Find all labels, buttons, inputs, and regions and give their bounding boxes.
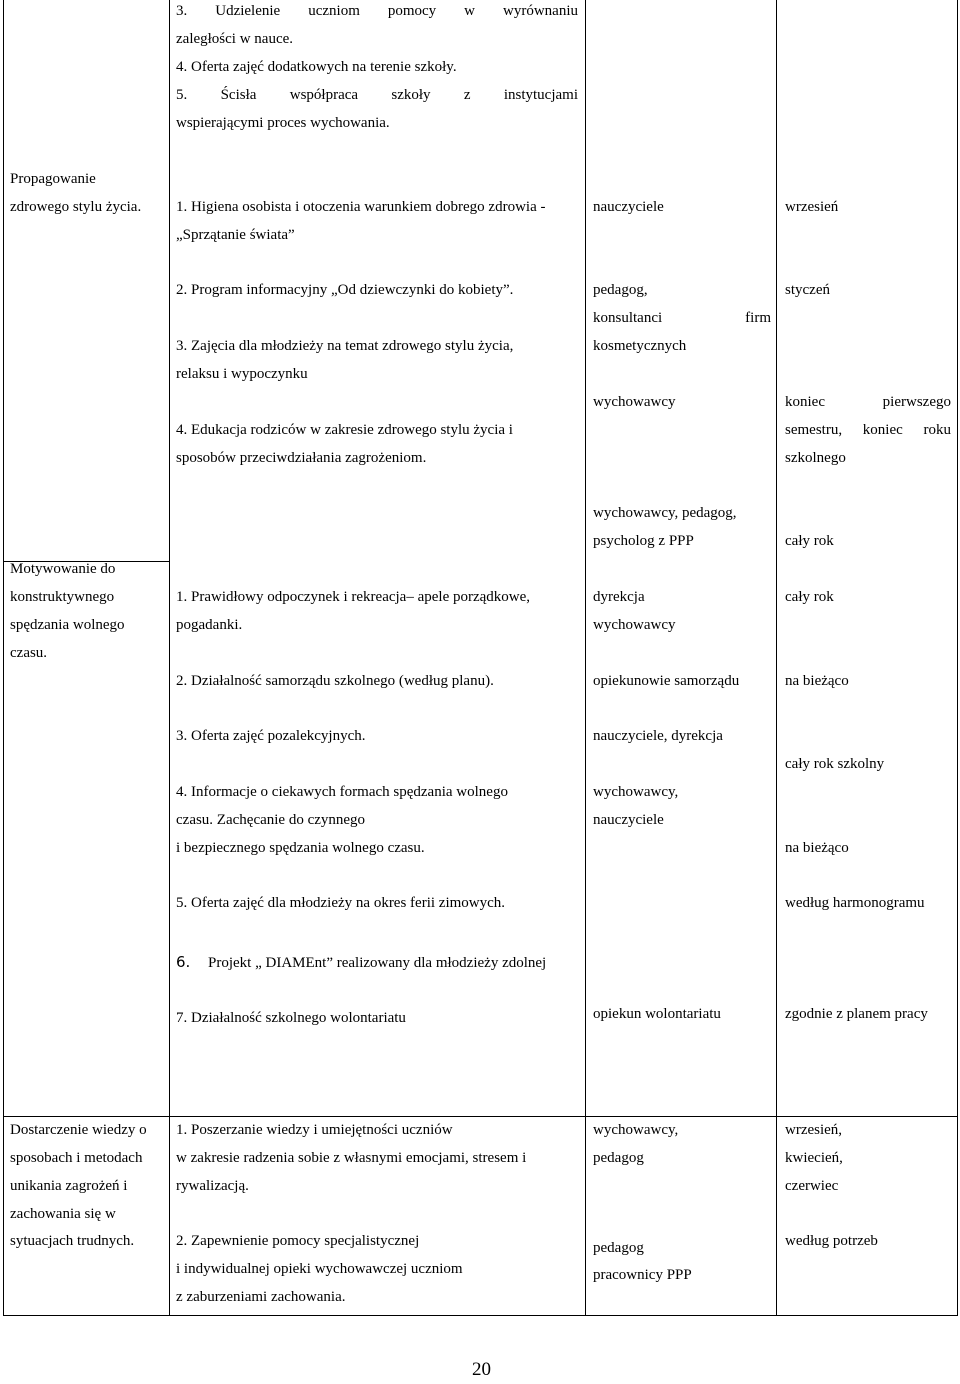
r2-col2-line-6: 4. Edukacja rodziców w zakresie zdrowego stylu życia i (176, 422, 513, 438)
r3-col3-line-6: nauczyciele (593, 812, 664, 828)
r3-col2-line-3: 2. Działalność samorządu szkolnego (według planu). (176, 673, 494, 689)
r4-col2-line-5: i indywidualnej opieki wychowawczej uczniom (176, 1261, 463, 1277)
r3-col3-line-1: dyrekcja (593, 589, 645, 605)
r4-col2-line-3: rywalizacją. (176, 1178, 249, 1194)
r4-col3-line-1: wychowawcy, (593, 1122, 679, 1138)
r4-col2-line-6: z zaburzeniami zachowania. (176, 1289, 346, 1305)
r1-col2-line-2: zaległości w nauce. (176, 31, 294, 47)
r4-topic-line-2: sposobach i metodach (10, 1150, 143, 1166)
r2-col4-line-1: wrzesień (785, 199, 839, 215)
r4-col2-line-4: 2. Zapewnienie pomocy specjalistycznej (176, 1233, 420, 1249)
r2-col2-line-7: sposobów przeciwdziałania zagrożeniom. (176, 450, 427, 466)
r2-col4-line-4: semestru, koniec roku (785, 422, 951, 438)
r1-col2-line-1: 3. Udzielenie uczniom pomocy w wyrównaniu (176, 3, 578, 19)
r2-topic-line-2: zdrowego stylu życia. (10, 199, 142, 215)
table-col-divider-2 (585, 0, 586, 1316)
r4-col4-line-1: wrzesień, (785, 1122, 843, 1138)
r3-col4-line-3: cały rok szkolny (785, 756, 885, 772)
r3-col2-line-4: 3. Oferta zajęć pozalekcyjnych. (176, 728, 366, 744)
r3-col2-line-5: 4. Informacje o ciekawych formach spędzania wolnego (176, 784, 508, 800)
r2-col2-line-1: 1. Higiena osobista i otoczenia warunkiem dobrego zdrowia - (176, 199, 546, 215)
r3-topic-line-2: konstruktywnego (10, 589, 115, 605)
table-col-divider-3 (776, 0, 777, 1316)
table-col-divider-1 (169, 0, 170, 1316)
r2-col3-line-2: pedagog, (593, 282, 648, 298)
r2-col4-line-6: cały rok (785, 533, 834, 549)
r3-topic-line-4: czasu. (10, 645, 48, 661)
r2-col3-line-3: konsultanci firm (593, 310, 771, 326)
r1-col2-line-4: 5. Ścisła współpraca szkoły z instytucjami (176, 87, 578, 103)
r3-col3-line-7: opiekun wolontariatu (593, 1006, 721, 1022)
r4-col4-line-2: kwiecień, (785, 1150, 843, 1166)
table-right-border (957, 0, 958, 1316)
r2-col3-line-7: psycholog z PPP (593, 533, 694, 549)
r4-col2-line-2: w zakresie radzenia sobie z własnymi emocjami, stresem i (176, 1150, 527, 1166)
r3-col4-line-6: zgodnie z planem pracy (785, 1006, 928, 1022)
r3-col4-line-1: cały rok (785, 589, 834, 605)
r4-topic-line-4: zachowania się w (10, 1206, 116, 1222)
r3-col4-line-2: na bieżąco (785, 673, 849, 689)
r3-col3-line-5: wychowawcy, (593, 784, 679, 800)
r2-col2-line-2: „Sprzątanie świata” (176, 227, 295, 243)
r2-topic-line-1: Propagowanie (10, 171, 96, 187)
r3-col3-line-3: opiekunowie samorządu (593, 673, 740, 689)
r2-col4-line-3: koniec pierwszego (785, 394, 951, 410)
r2-col2-line-3: 2. Program informacyjny „Od dziewczynki do kobiety”. (176, 282, 514, 298)
r4-topic-line-3: unikania zagrożeń i (10, 1178, 128, 1194)
r4-col4-line-4: według potrzeb (785, 1233, 878, 1249)
r4-topic-line-1: Dostarczenie wiedzy o (10, 1122, 147, 1138)
r3-col2-item-6-number: 6. (176, 953, 191, 971)
r3-col2-line-7: i bezpiecznego spędzania wolnego czasu. (176, 840, 425, 856)
r4-topic-line-5: sytuacjach trudnych. (10, 1233, 135, 1249)
r3-col3-line-4: nauczyciele, dyrekcja (593, 728, 723, 744)
table-left-border (3, 0, 4, 1316)
r3-col2-line-8: 5. Oferta zajęć dla młodzieży na okres ferii zimowych. (176, 895, 506, 911)
r3-col3-line-2: wychowawcy (593, 617, 676, 633)
r3-col2-line-9: Projekt „ DIAMEnt” realizowany dla młodzieży zdolnej (208, 955, 547, 971)
r2-col2-line-4: 3. Zajęcia dla młodzieży na temat zdrowego stylu życia, (176, 338, 514, 354)
r2-col3-line-1: nauczyciele (593, 199, 664, 215)
r2-col3-line-6: wychowawcy, pedagog, (593, 505, 737, 521)
page-number: 20 (472, 1359, 491, 1380)
table-bottom-border (3, 1315, 958, 1316)
r2-col4-line-2: styczeń (785, 282, 830, 298)
r4-col3-line-2: pedagog (593, 1150, 644, 1166)
r4-col4-line-3: czerwiec (785, 1178, 839, 1194)
r1-col2-line-3: 4. Oferta zajęć dodatkowych na terenie szkoły. (176, 59, 457, 75)
r3-col2-line-1: 1. Prawidłowy odpoczynek i rekreacja– apele porządkowe, (176, 589, 531, 605)
r3-col4-line-5: według harmonogramu (785, 895, 925, 911)
r3-topic-line-1: Motywowanie do (10, 561, 116, 577)
r3-col2-line-2: pogadanki. (176, 617, 243, 633)
r3-topic-line-3: spędzania wolnego (10, 617, 125, 633)
r3-col2-line-6: czasu. Zachęcanie do czynnego (176, 812, 366, 828)
r3-col2-line-10: 7. Działalność szkolnego wolontariatu (176, 1010, 406, 1026)
r4-col2-line-1: 1. Poszerzanie wiedzy i umiejętności uczniów (176, 1122, 453, 1138)
r3-col4-line-4: na bieżąco (785, 840, 849, 856)
r4-col3-line-3: pedagog (593, 1240, 644, 1256)
r2-col3-line-5: wychowawcy (593, 394, 676, 410)
r2-col3-line-4: kosmetycznych (593, 338, 687, 354)
r4-col3-line-4: pracownicy PPP (593, 1267, 692, 1283)
r2-col4-line-5: szkolnego (785, 450, 846, 466)
r1-col2-line-5: wspierającymi proces wychowania. (176, 115, 390, 131)
r2-col2-line-5: relaksu i wypoczynku (176, 366, 308, 382)
